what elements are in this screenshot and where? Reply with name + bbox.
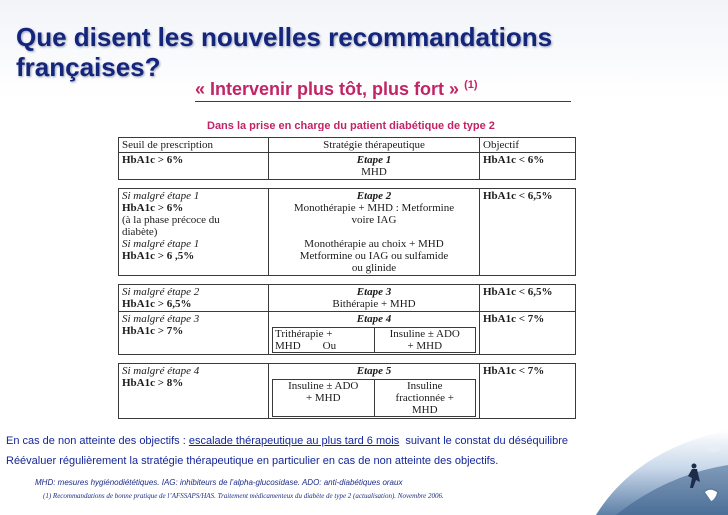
table-row <box>119 364 576 419</box>
strategy-line: voire IAG <box>351 214 397 226</box>
strategy-line: ou glinide <box>351 262 397 274</box>
objective-cell: HbA1c < 7% <box>480 312 576 355</box>
option-line: MHD Ou <box>275 340 337 352</box>
strategy-cell <box>269 189 480 276</box>
threshold-line: HbA1c > 6,5% <box>122 298 192 310</box>
table-spacer <box>119 276 576 285</box>
body-line-1-suffix: suivant le constat du déséquilibre <box>399 435 568 447</box>
threshold-line: Si malgré étape 1 <box>122 190 200 202</box>
strategy-cell <box>269 364 480 419</box>
beach-photo <box>576 430 728 515</box>
strategy-line: Metformine ou IAG ou sulfamide <box>299 250 449 262</box>
option-line: Insuline ± ADO <box>288 380 359 392</box>
option-table <box>272 327 476 353</box>
body-line-1 <box>6 435 568 447</box>
threshold-line: Si malgré étape 1 <box>122 238 200 250</box>
option-cell <box>374 328 476 353</box>
header-threshold: Seuil de prescription <box>119 138 269 153</box>
threshold-line: HbA1c > 7% <box>122 325 184 337</box>
header-strategy: Stratégie thérapeutique <box>269 138 480 153</box>
subtitle-underline <box>195 101 571 102</box>
table-caption: Dans la prise en charge du patient diabétique de type 2 <box>207 120 495 131</box>
threshold-line: Si malgré étape 4 <box>122 365 200 377</box>
strategy-cell <box>269 153 480 180</box>
reference-footnote: (1) Recommandations de bonne pratique de l’AFSSAPS/HAS. Traitement médicamenteux du diabète de type 2 (actualisation). Novembre 2006. <box>43 492 444 500</box>
step-name: Etape 3 <box>356 286 392 298</box>
table-row <box>119 189 576 276</box>
option-line: + MHD <box>407 340 443 352</box>
subtitle-text: « Intervenir plus tôt, plus fort » <box>195 79 460 99</box>
threshold-line: HbA1c > 6% <box>122 154 184 166</box>
option-line: Insuline <box>407 380 443 392</box>
objective-cell: HbA1c < 7% <box>480 364 576 419</box>
option-table <box>272 379 476 417</box>
strategy-line: MHD <box>361 166 387 178</box>
objective-cell: HbA1c < 6,5% <box>480 285 576 312</box>
option-cell <box>374 380 476 417</box>
slide-title: Que disent les nouvelles recommandations françaises? <box>16 22 553 82</box>
threshold-line: Si malgré étape 2 <box>122 286 200 298</box>
option-line: fractionnée + <box>395 392 454 404</box>
step-name: Etape 1 <box>356 154 392 166</box>
objective-cell: HbA1c < 6% <box>480 153 576 180</box>
subtitle-ref: (1) <box>464 79 478 91</box>
table-row <box>119 312 576 355</box>
threshold-cell <box>119 189 269 276</box>
strategy-cell <box>269 285 480 312</box>
threshold-line: HbA1c > 8% <box>122 377 184 389</box>
abbreviation-legend: MHD: mesures hygiénodiététiques. IAG: inhibiteurs de l’alpha-glucosidase. ADO: anti-diabétiques oraux <box>35 478 403 487</box>
step-name: Etape 5 <box>356 365 392 377</box>
objective-cell: HbA1c < 6,5% <box>480 189 576 276</box>
strategy-line: Monothérapie + MHD : Metformine <box>293 202 455 214</box>
option-line: + MHD <box>305 392 341 404</box>
threshold-cell <box>119 153 269 180</box>
option-line: MHD <box>411 404 438 416</box>
table-header-row <box>119 138 576 153</box>
threshold-line: HbA1c > 6 ,5% <box>122 250 195 262</box>
threshold-line: diabète) <box>122 226 158 238</box>
threshold-line: HbA1c > 6% <box>122 202 184 214</box>
body-line-2: Réévaluer régulièrement la stratégie thérapeutique en particulier en cas de non atteinte des objectifs. <box>6 455 499 467</box>
threshold-line: (à la phase précoce du <box>122 214 220 226</box>
option-line: Trithérapie + <box>275 328 333 340</box>
slide-subtitle <box>195 79 478 100</box>
option-line: Insuline ± ADO <box>389 328 460 340</box>
threshold-cell <box>119 364 269 419</box>
recommendation-table <box>118 137 576 427</box>
escalation-link[interactable]: escalade thérapeutique au plus tard 6 mois <box>188 435 400 447</box>
step-name: Etape 4 <box>356 313 392 325</box>
table-spacer <box>119 355 576 364</box>
strategy-line: Bithérapie + MHD <box>332 298 416 310</box>
threshold-cell <box>119 312 269 355</box>
option-cell <box>273 380 375 417</box>
threshold-line: Si malgré étape 3 <box>122 313 200 325</box>
table-row <box>119 153 576 180</box>
strategy-cell <box>269 312 480 355</box>
body-line-1-prefix: En cas de non atteinte des objectifs : <box>6 435 189 447</box>
step-name: Etape 2 <box>356 190 392 202</box>
table-spacer <box>119 180 576 189</box>
strategy-line: Monothérapie au choix + MHD <box>304 238 444 250</box>
header-objective: Objectif <box>480 138 576 153</box>
threshold-cell <box>119 285 269 312</box>
option-cell <box>273 328 375 353</box>
table-row <box>119 285 576 312</box>
